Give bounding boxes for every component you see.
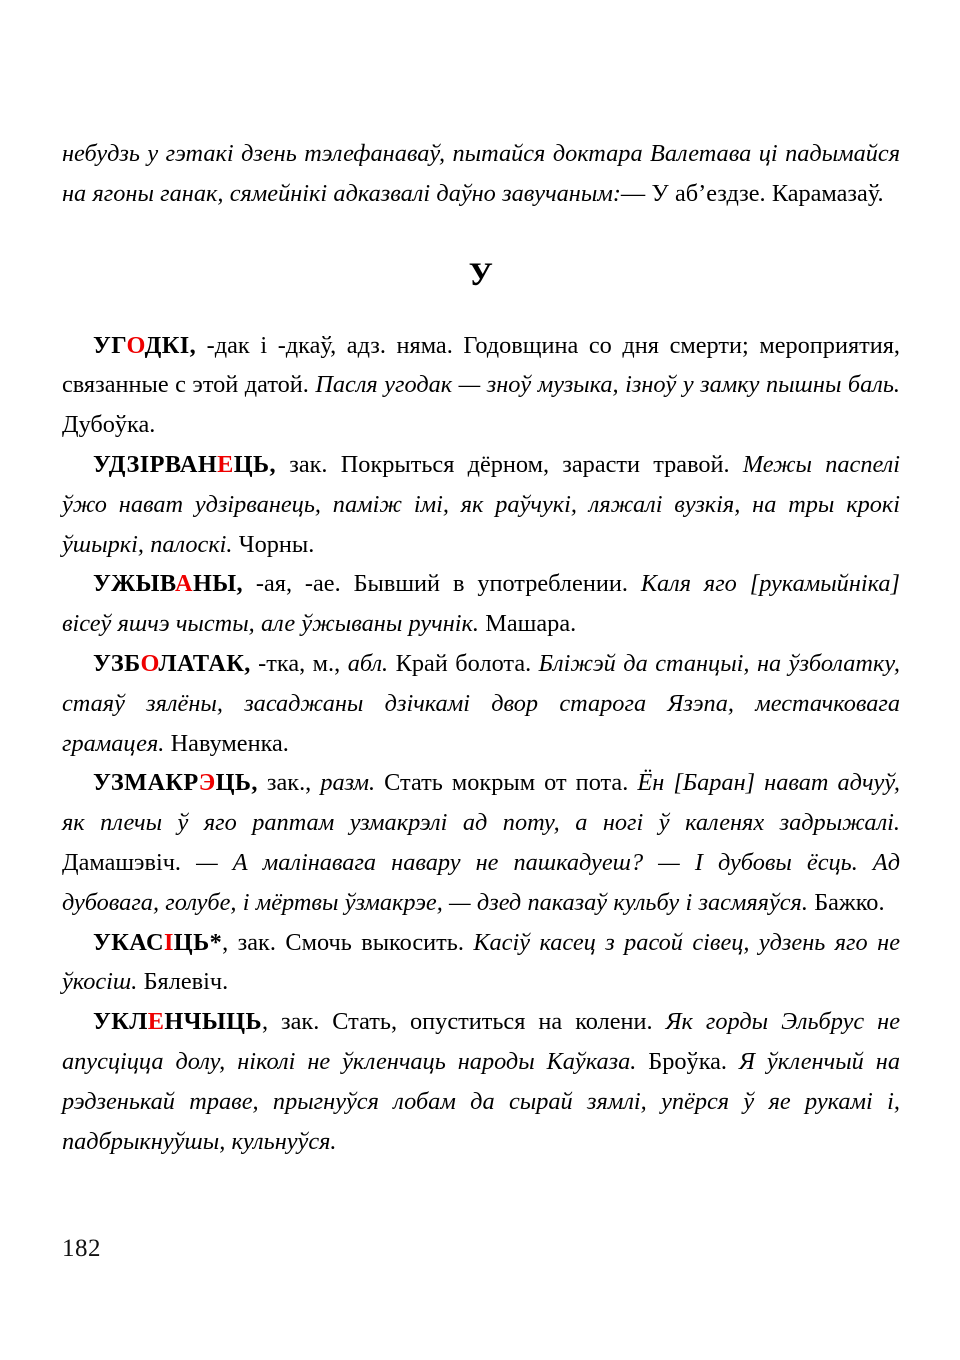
carryover-citation-text: небудзь у гэтакі дзень тэлефанаваў, пытайся доктара Валетава ці падымайся на ягоны ганак, сямейнікі адказвалі даўно завучаным:	[62, 140, 900, 207]
grammar-note: зак.	[276, 450, 341, 478]
dictionary-entry	[62, 923, 900, 1003]
page-number: 182	[62, 1235, 101, 1262]
grammar-note: , зак.	[261, 1008, 333, 1036]
definition: Бывший в употреблении.	[353, 570, 641, 598]
headword-pre: УДЗІРВАН	[93, 450, 218, 478]
citation: Ён [Баран] нават адчуў, як плечы ў яго раптам узмакрэлі ад поту, а ногі ў каленях задрыжалі.	[62, 769, 900, 837]
citation: Бліжэй да станцыі, на ўзболатку, стаяў зялёны, засаджаны дзічкамі двор старога Язэпа, местачковага грамацея.	[62, 649, 900, 757]
dictionary-entry	[62, 326, 900, 445]
citation: Межы паспелі ўжо нават удзірванець, паміж імі, як раўчукі, ляжалі вузкія, на тры крокі ўшыркі, палоскі.	[62, 450, 900, 558]
carryover-paragraph	[62, 134, 900, 214]
headword-post: ЛАТАК,	[158, 649, 251, 677]
definition: Стать мокрым от пота.	[375, 769, 638, 797]
stressed-vowel: Э	[198, 769, 216, 797]
citation-source: Дамашэвіч.	[62, 848, 182, 876]
citation-secondary: — А малінавага навару не пашкадуеш? — І дубовы ёсць. Ад дубовага, голубе, і мёртвы ўзмакрэе, — дзед паказаў кульбу і засмяяўся.	[62, 848, 900, 916]
footnote-asterisk: *	[209, 928, 223, 956]
definition: Годовщина со дня смерти; мероприятия, связанные с этой датой.	[62, 331, 900, 399]
headword	[93, 929, 222, 956]
stressed-vowel: І	[163, 928, 174, 956]
dictionary-entry	[62, 445, 900, 564]
definition: Стать, опуститься на колени.	[332, 1008, 666, 1036]
headword-post: НЧЫЦЬ	[164, 1008, 262, 1036]
citation-source: Машара.	[479, 610, 577, 638]
headword-post: ЦЬ,	[233, 450, 276, 478]
stressed-vowel: О	[140, 649, 159, 677]
headword	[93, 451, 276, 478]
citation-source: Чорны.	[232, 530, 315, 558]
citation-source: Дубоўка.	[62, 411, 156, 439]
citation-source: Навуменка.	[164, 729, 289, 757]
section-letter-heading: У	[468, 256, 494, 293]
grammar-note: -дак і -дкаў, адз. няма.	[196, 331, 464, 359]
headword-post: ДКІ,	[144, 331, 197, 359]
headword	[93, 650, 251, 677]
headword-pre: УГ	[93, 331, 127, 359]
stressed-vowel: О	[126, 331, 145, 359]
stressed-vowel: А	[175, 570, 193, 598]
stressed-vowel: Е	[217, 450, 234, 478]
headword-pre: УКЛ	[93, 1008, 148, 1036]
carryover-tail-text: — У аб’ездзе. Карамазаў.	[620, 179, 884, 207]
citation-source-secondary: Бажко.	[807, 888, 885, 916]
headword-post: ЦЬ	[173, 928, 210, 956]
citation: Касіў касец з расой сівец, удзень яго не ўкосіш.	[62, 928, 900, 996]
citation-secondary: Я ўкленчый на рэдзенькай траве, прыгнуўся лобам да сырай зямлі, упёрся ў яе рукамі і, падбрыкнуўшы, кульнуўся.	[62, 1047, 900, 1155]
definition: Край болота.	[388, 649, 539, 677]
headword	[93, 1008, 262, 1035]
headword-pre: УКАС	[93, 928, 164, 956]
dictionary-entry	[62, 564, 900, 644]
citation-source: Броўка.	[636, 1047, 727, 1075]
citation: Каля яго [рукамыйніка] вісеў яшчэ чысты, але ўжываны ручнік.	[62, 570, 900, 638]
headword	[93, 769, 258, 796]
grammar-note: -ая, -ае.	[242, 570, 354, 598]
section-letter-spacer	[62, 214, 900, 326]
definition: Смочь выкосить.	[285, 928, 474, 956]
citation: Пасля угодак — зноў музыка, ізноў у замку пышны баль.	[315, 371, 900, 399]
stressed-vowel: Е	[147, 1008, 165, 1036]
headword-post: ЦЬ,	[215, 769, 258, 797]
usage-label: разм.	[320, 769, 376, 797]
grammar-note: -тка, м.,	[250, 649, 348, 677]
headword-pre: УЗМАКР	[93, 769, 199, 797]
headword	[93, 332, 196, 359]
headword-post: НЫ,	[192, 570, 243, 598]
dictionary-entry	[62, 763, 900, 922]
headword-pre: УЖЫВ	[93, 570, 175, 598]
citation-source: Бялевіч.	[137, 968, 229, 996]
dictionary-entry	[62, 644, 900, 763]
page-text-column	[62, 134, 900, 1161]
headword-pre: УЗБ	[93, 649, 141, 677]
grammar-note: зак.,	[257, 769, 321, 797]
dictionary-entry	[62, 1002, 900, 1161]
usage-label: абл.	[347, 649, 389, 677]
definition: Покрыться дёрном, зарасти травой.	[340, 450, 743, 478]
headword	[93, 570, 243, 597]
citation: Як горды Эльбрус не апусціцца долу, ніколі не ўкленчаць народы Каўказа.	[62, 1008, 900, 1075]
grammar-note: , зак.	[222, 928, 286, 956]
